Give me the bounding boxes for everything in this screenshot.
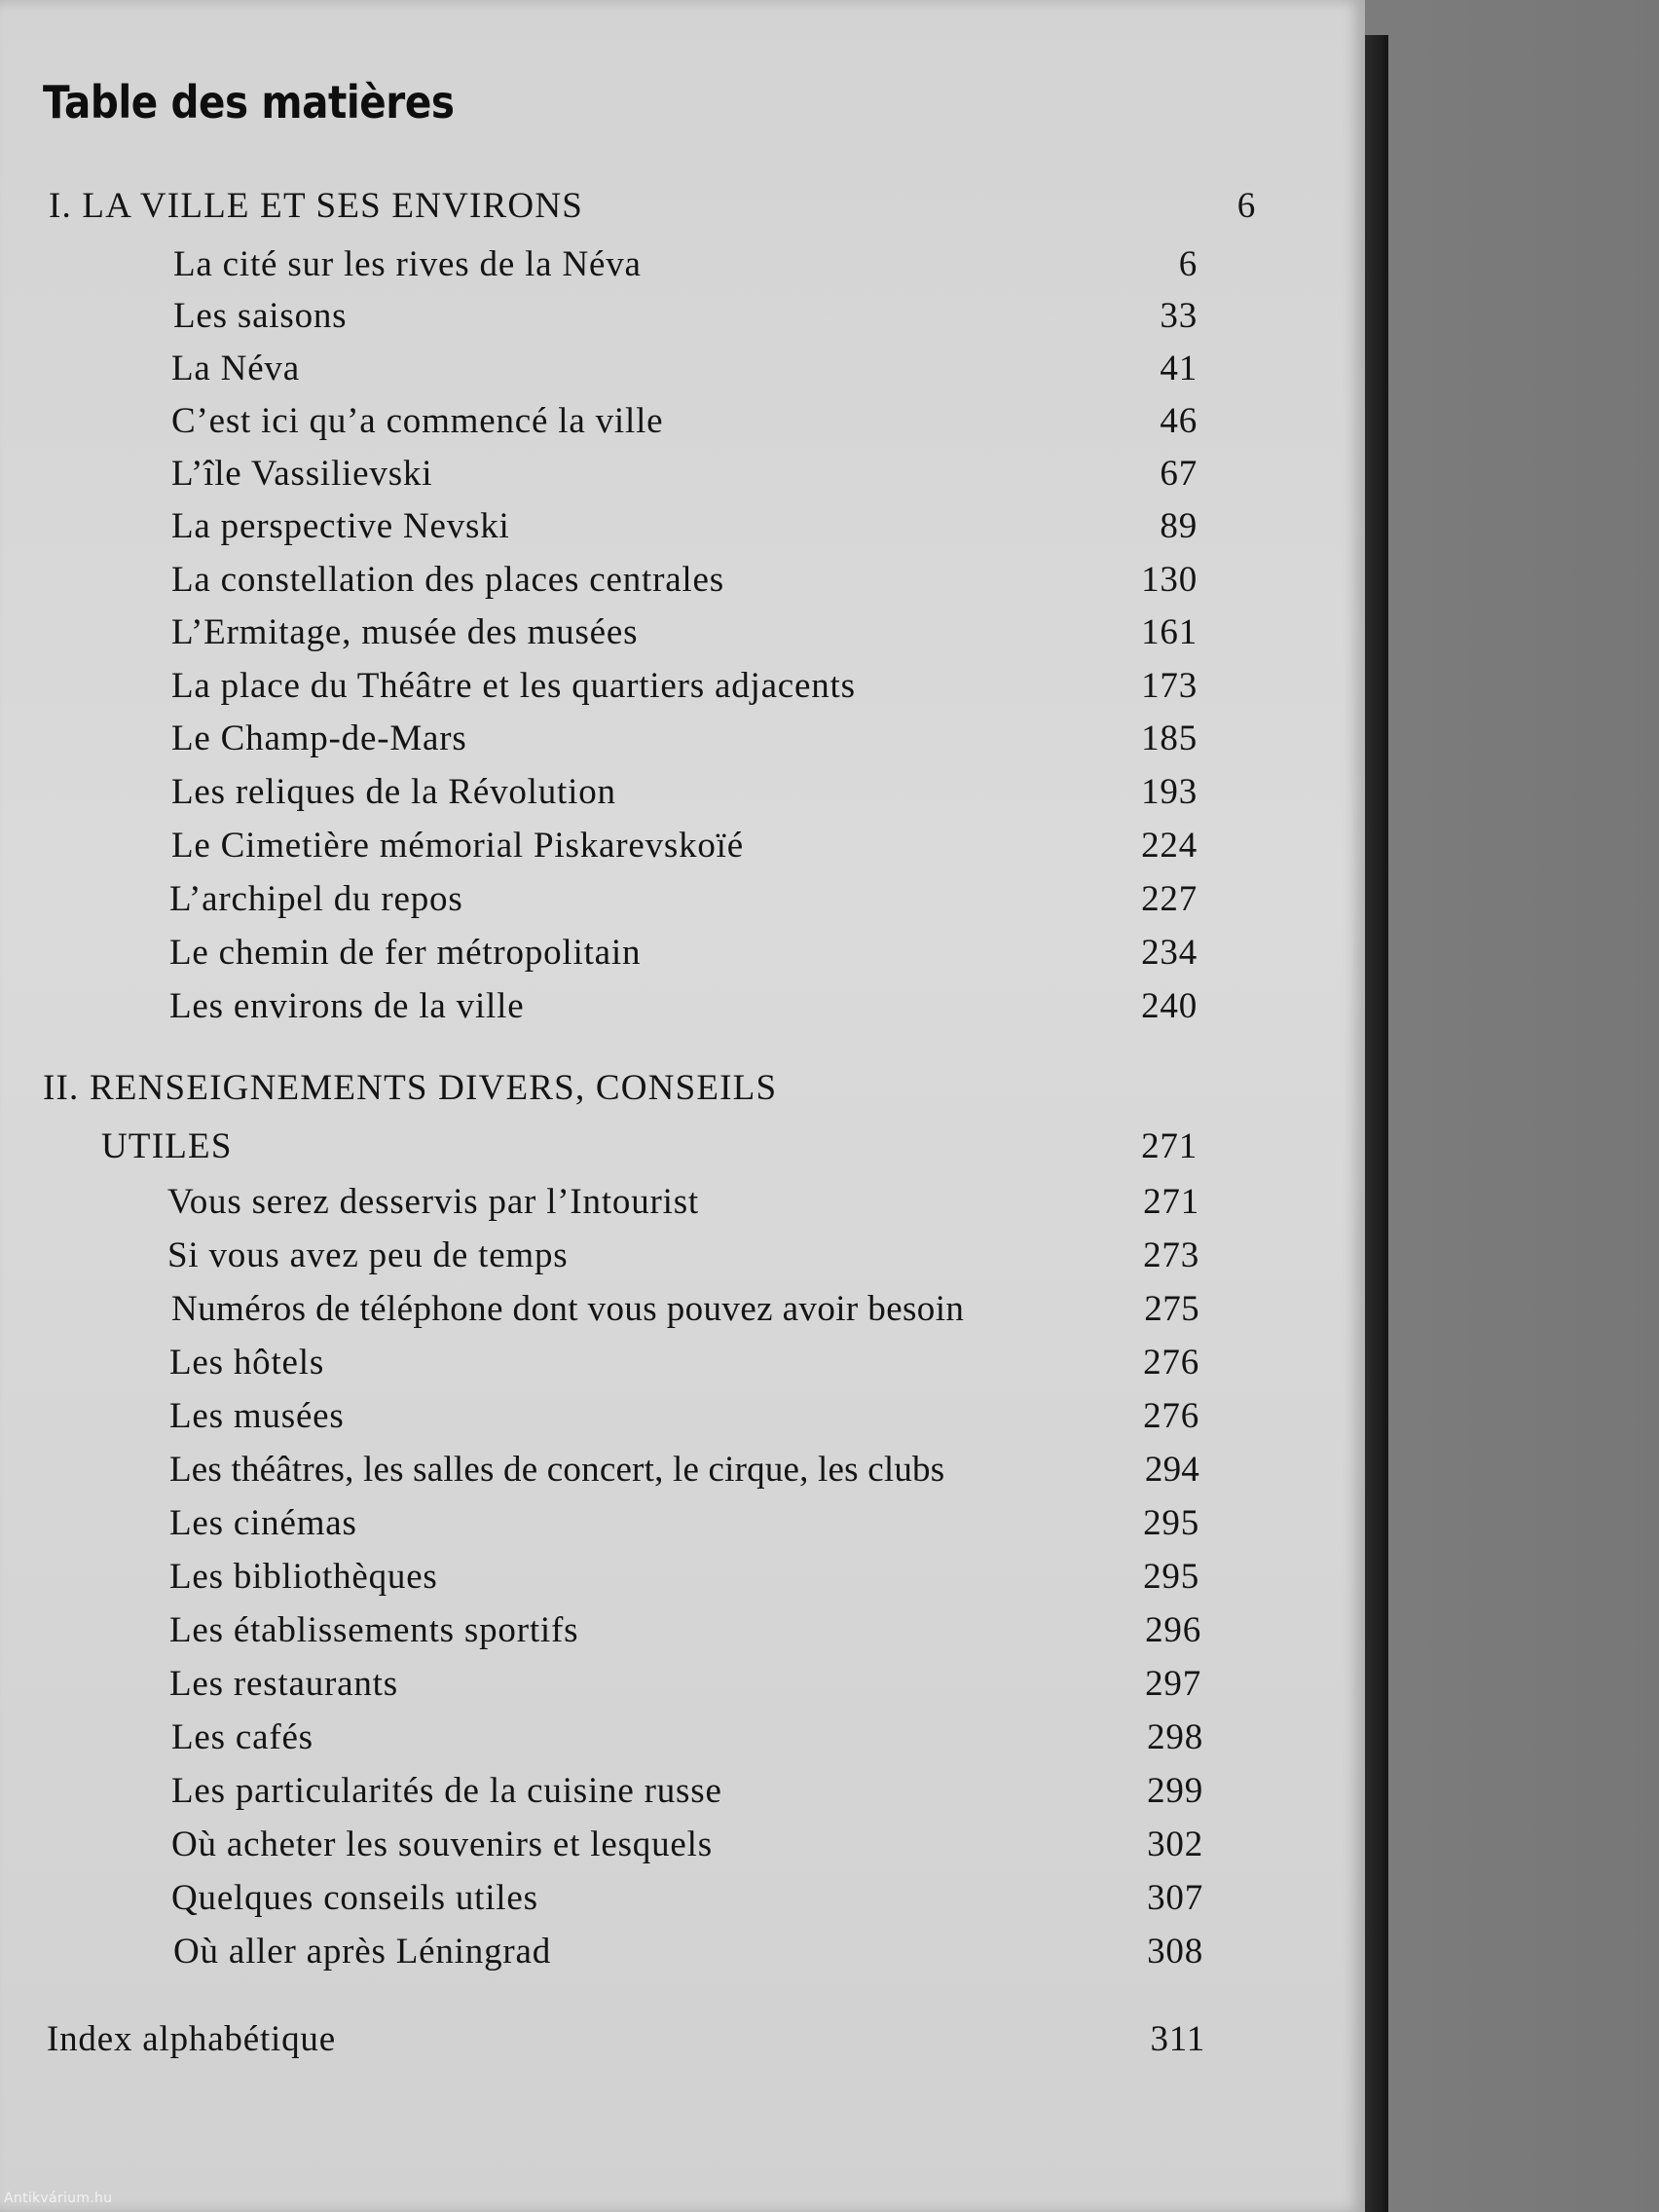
toc-entry (169, 1660, 1201, 1709)
page-number: 41 (1160, 349, 1198, 388)
toc-entry (173, 292, 1198, 341)
entry-label: L’Ermitage, musée des musées (171, 612, 639, 652)
toc-entry (171, 768, 1198, 817)
page-number: 130 (1141, 560, 1198, 600)
toc-entry (167, 1232, 1199, 1280)
entry-label: Les théâtres, les salles de concert, le cirque, les clubs (169, 1450, 945, 1490)
toc-entry (167, 1178, 1199, 1227)
page-number: 193 (1141, 772, 1198, 812)
entry-label: Où aller après Léningrad (173, 1932, 552, 1972)
section-heading-2-continued (101, 1123, 1198, 1171)
toc-entry (169, 929, 1198, 977)
entry-label: L’île Vassilievski (171, 454, 433, 494)
entry-label: Le chemin de fer métropolitain (169, 933, 642, 973)
page-number: 227 (1141, 879, 1198, 919)
page-number: 271 (1141, 1126, 1198, 1166)
page-number: 296 (1145, 1610, 1201, 1650)
page-number: 295 (1143, 1557, 1199, 1597)
entry-label: Quelques conseils utiles (171, 1878, 538, 1918)
toc-entry (171, 662, 1198, 711)
entry-label: Le Cimetière mémorial Piskarevskoïé (171, 826, 744, 866)
entry-label: Les établissements sportifs (169, 1610, 579, 1650)
section-label-continued: UTILES (101, 1126, 233, 1166)
toc-entry (171, 502, 1198, 551)
entry-label: La Néva (171, 349, 300, 388)
entry-label: La constellation des places centrales (171, 560, 724, 600)
entry-label: Les reliques de la Révolution (171, 772, 616, 812)
entry-label: Numéros de téléphone dont vous pouvez avoir besoin (171, 1289, 965, 1329)
entry-label: Les cinémas (169, 1503, 357, 1543)
toc-entry (171, 715, 1198, 763)
toc-entry (171, 1285, 1199, 1334)
toc-entry (169, 1446, 1199, 1494)
entry-label: Le Champ-de-Mars (171, 719, 467, 758)
toc-entry (171, 450, 1198, 498)
page-title: Table des matières (43, 76, 455, 129)
toc-entry (171, 1767, 1203, 1816)
toc-entry (171, 397, 1198, 446)
section-label: II. RENSEIGNEMENTS DIVERS, CONSEILS (43, 1068, 778, 1108)
page-number: 33 (1160, 296, 1198, 336)
toc-entry (169, 982, 1198, 1031)
page-number: 67 (1160, 454, 1198, 494)
toc-entry (169, 1392, 1199, 1441)
entry-label: Si vous avez peu de temps (167, 1235, 569, 1275)
page-number: 297 (1145, 1664, 1201, 1704)
toc-index-entry (47, 2015, 1205, 2064)
entry-label: Les particularités de la cuisine russe (171, 1771, 722, 1811)
entry-label: C’est ici qu’a commencé la ville (171, 401, 664, 441)
page-number: 298 (1147, 1717, 1203, 1757)
entry-label: La place du Théâtre et les quartiers adjacents (171, 666, 856, 706)
toc-entry (173, 1928, 1203, 1976)
entry-label: Les environs de la ville (169, 986, 525, 1026)
entry-label: Les bibliothèques (169, 1557, 438, 1597)
entry-label: Les saisons (173, 296, 348, 336)
section-heading-2 (43, 1064, 1198, 1113)
page-number: 234 (1141, 933, 1198, 973)
page-number: 6 (1178, 244, 1198, 284)
page-number: 299 (1147, 1771, 1203, 1811)
page-number: 271 (1143, 1182, 1199, 1222)
toc-entry (169, 1499, 1199, 1548)
page-number: 302 (1147, 1825, 1203, 1864)
page-number: 311 (1150, 2019, 1205, 2059)
entry-label: Les musées (169, 1396, 345, 1436)
section-heading-1 (49, 182, 1256, 231)
entry-label: L’archipel du repos (169, 879, 463, 919)
entry-label: Vous serez desservis par l’Intourist (167, 1182, 700, 1222)
entry-label: Les cafés (171, 1717, 313, 1757)
toc-entry (169, 1553, 1199, 1602)
page-number: 275 (1144, 1289, 1199, 1329)
toc-entry (169, 875, 1198, 924)
toc-entry (171, 608, 1198, 657)
page-number: 295 (1143, 1503, 1199, 1543)
page-number: 89 (1160, 506, 1198, 546)
entry-label: Les hôtels (169, 1343, 325, 1382)
page-number: 307 (1147, 1878, 1203, 1918)
toc-entry (171, 1874, 1203, 1923)
entry-label: Où acheter les souvenirs et lesquels (171, 1825, 713, 1864)
page-number: 185 (1141, 719, 1198, 758)
watermark-text: Antikvárium.hu (4, 2191, 113, 2206)
toc-entry (171, 1714, 1203, 1762)
page-number: 240 (1141, 986, 1198, 1026)
toc-entry (171, 556, 1198, 605)
page-number: 46 (1160, 401, 1198, 441)
toc-entry (169, 1606, 1201, 1655)
toc-entry (171, 822, 1198, 870)
page-number: 173 (1141, 666, 1198, 706)
section-label: I. LA VILLE ET SES ENVIRONS (49, 186, 584, 226)
toc-entry (169, 1339, 1199, 1387)
page-number: 273 (1143, 1235, 1199, 1275)
toc-entry (171, 1821, 1203, 1869)
entry-label: La perspective Nevski (171, 506, 510, 546)
page-number: 276 (1143, 1396, 1199, 1436)
page-number: 224 (1141, 826, 1198, 866)
page-number: 276 (1143, 1343, 1199, 1382)
entry-label: La cité sur les rives de la Néva (173, 244, 642, 284)
page-number: 294 (1144, 1450, 1199, 1490)
page-number: 308 (1147, 1932, 1203, 1972)
page-number: 161 (1141, 612, 1198, 652)
toc-entry (173, 240, 1198, 289)
page-number: 6 (1236, 186, 1256, 226)
entry-label: Index alphabétique (47, 2019, 336, 2059)
entry-label: Les restaurants (169, 1664, 398, 1704)
toc-entry (171, 345, 1198, 393)
